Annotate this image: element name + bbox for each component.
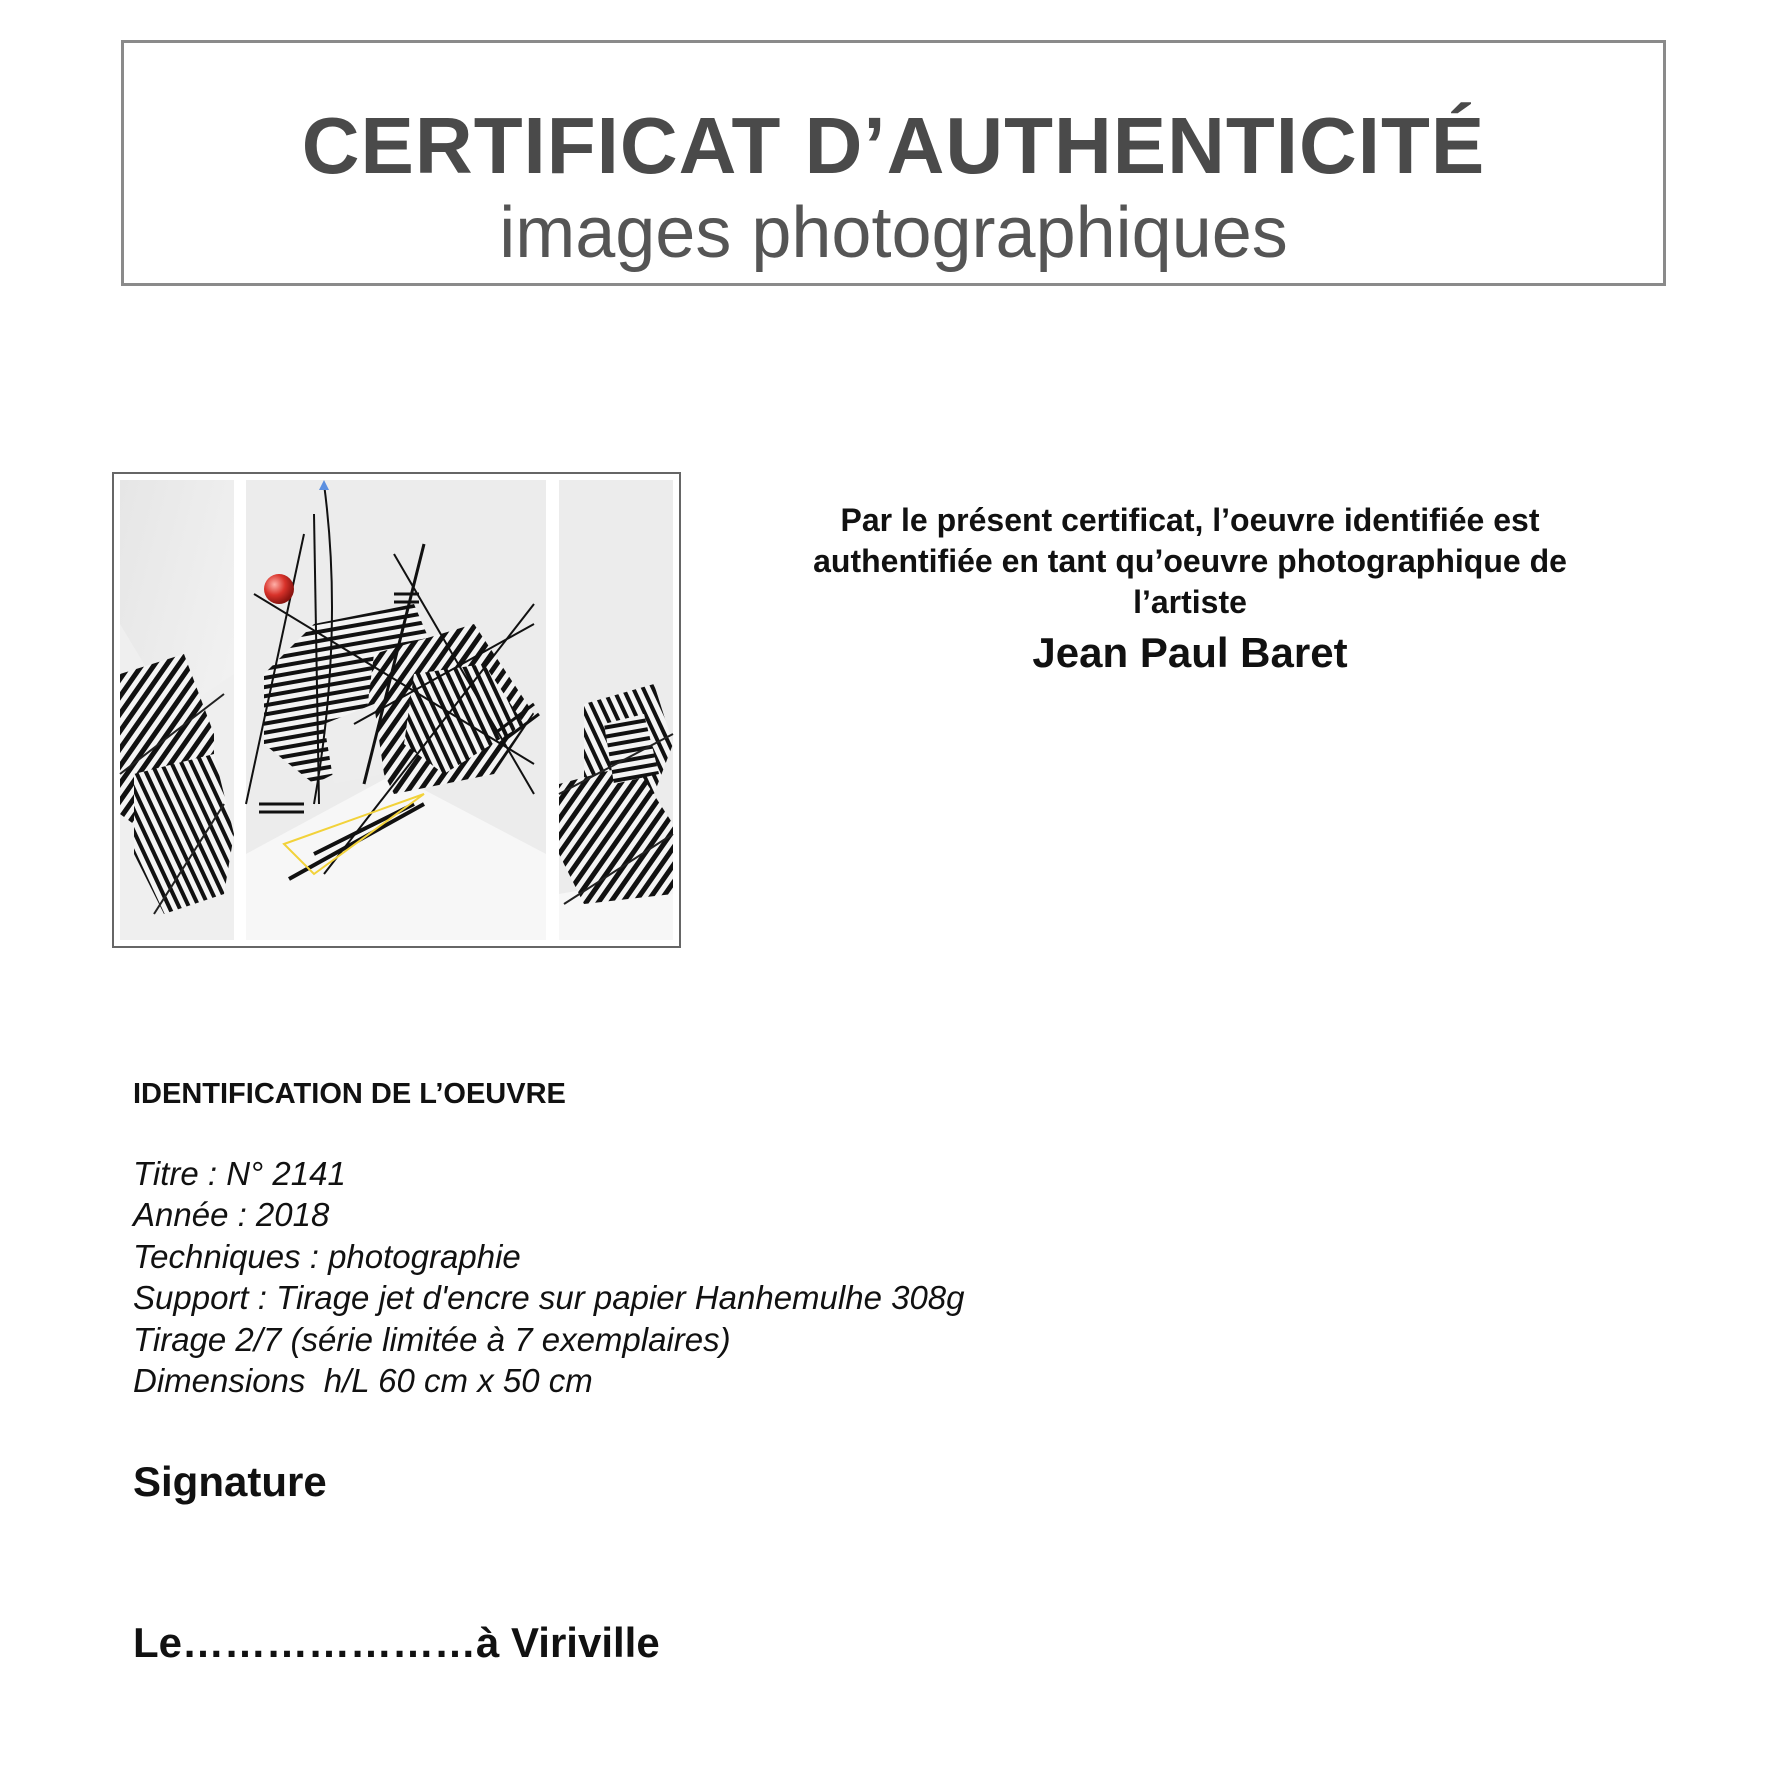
- detail-dimensions: Dimensions h/L 60 cm x 50 cm: [133, 1362, 593, 1400]
- signature-label: Signature: [133, 1458, 327, 1505]
- statement-line: l’artiste: [1133, 584, 1247, 620]
- detail-title: Titre : N° 2141: [133, 1155, 346, 1192]
- middle-panel: [246, 480, 546, 940]
- left-panel: [120, 480, 234, 940]
- identification-heading: IDENTIFICATION DE L’OEUVRE: [133, 1078, 566, 1110]
- artwork-photo: [112, 472, 681, 948]
- date-place-line: Le…………………à Viriville: [133, 1619, 660, 1666]
- detail-support: Support : Tirage jet d'encre sur papier Hanhemulhe 308g: [133, 1279, 965, 1317]
- detail-technique: Techniques : photographie: [133, 1237, 521, 1275]
- statement-line: authentifiée en tant qu’oeuvre photographique de: [813, 543, 1567, 579]
- artwork-illustration: [114, 474, 679, 946]
- document-subtitle: images photographiques: [499, 193, 1288, 273]
- artist-name: Jean Paul Baret: [1032, 629, 1348, 676]
- header-box: [121, 40, 1666, 286]
- artwork-details: [133, 1153, 965, 1401]
- statement-line: Par le présent certificat, l’oeuvre identifiée est: [840, 502, 1540, 538]
- certification-statement: [760, 500, 1620, 679]
- right-panel: [559, 480, 673, 940]
- detail-year: Année : 2018: [133, 1196, 330, 1234]
- document-title: CERTIFICAT D’AUTHENTICITÉ: [301, 101, 1486, 190]
- detail-edition: Tirage 2/7 (série limitée à 7 exemplaires): [133, 1320, 731, 1358]
